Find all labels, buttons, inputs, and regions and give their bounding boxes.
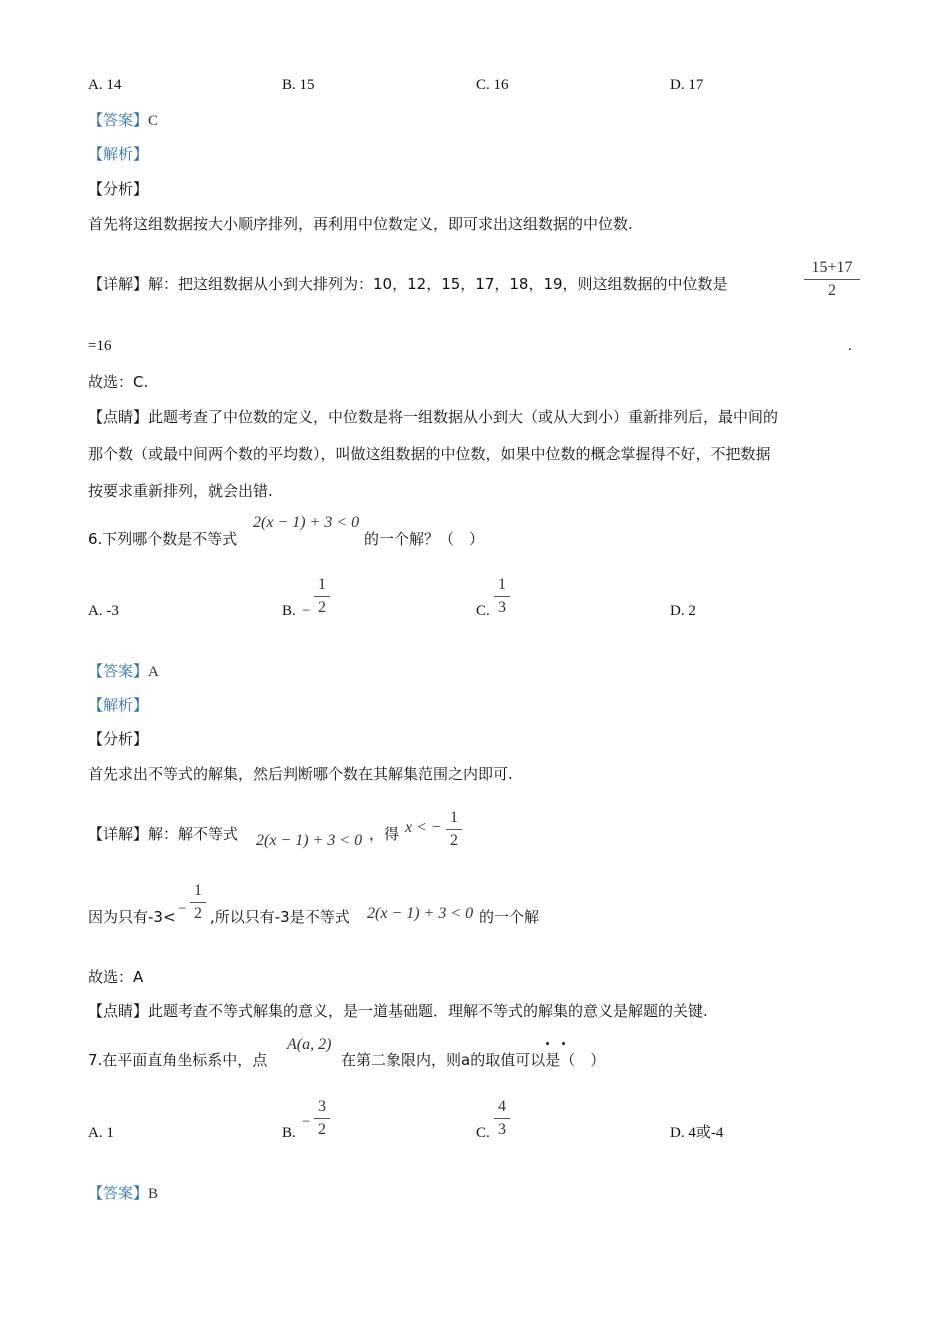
q5-comment-text1: 此题考查了中位数的定义，中位数是将一组数据从小到大（或从大到小）重新排列后，最中间的 (148, 408, 779, 426)
fraction-denominator: 2 (828, 282, 836, 299)
fraction-denominator: 2 (318, 1121, 326, 1138)
q5-comment-line2: 那个数（或最中间两个数的平均数），叫做这组数据的中位数，如果中位数的概念掌握得不好，不把数据 (88, 445, 771, 463)
q5-median-fraction (804, 259, 860, 300)
q5-eq-result: =16 (88, 338, 112, 354)
q5-answer: C (148, 113, 159, 129)
fraction-bar (446, 829, 462, 830)
fraction-denominator: 2 (318, 599, 326, 616)
fraction-numerator: 1 (318, 576, 326, 593)
fraction-numerator: 4 (498, 1098, 506, 1115)
fenxi-tag: 【分析】 (88, 730, 149, 748)
fraction-bar (804, 279, 860, 280)
q5-option-a: A. 14 (88, 77, 122, 93)
fraction-denominator: 3 (498, 599, 506, 616)
q7-answer-line (88, 1182, 158, 1205)
minus-sign: − (178, 901, 187, 917)
q6-option-d: D. 2 (670, 603, 696, 619)
fraction-denominator: 2 (450, 832, 458, 849)
q7-stem-point: A(a, 2) (287, 1036, 332, 1053)
q6-detail-formula: 2(x − 1) + 3 < 0 (256, 832, 363, 849)
q6-because-post: 的一个解 (479, 908, 540, 926)
q7-option-c-label: C. (476, 1125, 490, 1141)
fraction-bar (314, 1118, 330, 1119)
analysis-tag: 【解析】 (88, 696, 149, 714)
q5-fenxi-text: 首先将这组数据按大小顺序排列，再利用中位数定义，即可求出这组数据的中位数. (88, 215, 633, 233)
q5-choose: 故选：C. (88, 373, 149, 391)
answer-tag: 【答案】 (88, 111, 149, 129)
q6-because-mid: ,所以只有-3是不等式 (210, 908, 350, 926)
fraction-numerator: 1 (498, 576, 506, 593)
detail-tag: 【详解】 (88, 275, 149, 293)
fraction-numerator: 3 (318, 1098, 326, 1115)
q7-option-b-fraction (314, 1098, 330, 1139)
fraction-numerator: 15+17 (811, 259, 853, 276)
q6-because-formula: 2(x − 1) + 3 < 0 (367, 905, 474, 922)
q7-option-b-label: B. (282, 1125, 296, 1141)
fraction-bar (494, 1118, 510, 1119)
minus-sign: − (302, 1114, 311, 1130)
fraction-bar (190, 902, 206, 903)
q5-eq-period: . (848, 338, 852, 354)
q7-stem-post: 在第二象限内，则a的取值可以是（ ） (341, 1051, 606, 1069)
q6-stem-post: 的一个解？（ ） (364, 530, 485, 548)
answer-tag: 【答案】 (88, 662, 149, 680)
fraction-bar (314, 596, 330, 597)
q7-stem-pre: 7.在平面直角坐标系中，点 (88, 1051, 268, 1069)
fraction-denominator: 3 (498, 1121, 506, 1138)
q6-option-c-fraction (494, 576, 510, 617)
q6-fenxi-text: 首先求出不等式的解集，然后判断哪个数在其解集范围之内即可. (88, 765, 513, 783)
q6-because-pre: 因为只有-3< (88, 908, 176, 926)
emphasis-dot (562, 1042, 565, 1045)
q7-option-c-fraction (494, 1098, 510, 1139)
q6-detail-fraction (446, 809, 462, 850)
q5-option-d: D. 17 (670, 77, 704, 93)
q6-detail-result: x < − (405, 819, 442, 836)
q5-option-c: C. 16 (476, 77, 509, 93)
q5-comment-line3: 按要求重新排列，就会出错. (88, 482, 273, 500)
q6-because-fraction (190, 882, 206, 923)
q5-answer-line (88, 109, 158, 132)
fraction-numerator: 1 (450, 809, 458, 826)
fraction-bar (494, 596, 510, 597)
comment-tag: 【点睛】 (88, 1002, 149, 1020)
comment-tag: 【点睛】 (88, 408, 149, 426)
q5-comment-line1 (88, 406, 778, 428)
q6-detail-pre (88, 823, 238, 845)
q5-detail-line (88, 273, 728, 295)
q6-choose: 故选：A (88, 968, 144, 986)
q6-option-c-label: C. (476, 603, 490, 619)
q6-detail-mid: ，得 (369, 825, 400, 843)
q6-option-a: A. -3 (88, 603, 119, 619)
q6-answer-line (88, 660, 159, 683)
minus-sign: − (302, 603, 311, 619)
q6-stem-pre: 6.下列哪个数是不等式 (88, 530, 238, 548)
analysis-tag: 【解析】 (88, 145, 149, 163)
q6-comment-text: 此题考查不等式解集的意义，是一道基础题．理解不等式的解集的意义是解题的关键. (148, 1002, 708, 1020)
q6-option-b-label: B. (282, 603, 296, 619)
answer-tag: 【答案】 (88, 1184, 149, 1202)
q5-option-b: B. 15 (282, 77, 315, 93)
q7-option-d: D. 4或-4 (670, 1125, 724, 1141)
fraction-numerator: 1 (194, 882, 202, 899)
fraction-denominator: 2 (194, 905, 202, 922)
q6-option-b-fraction (314, 576, 330, 617)
q6-comment-line (88, 1000, 708, 1022)
detail-tag: 【详解】 (88, 825, 149, 843)
q5-detail-text: 解：把这组数据从小到大排列为：10，12，15，17，18，19，则这组数据的中位数是 (148, 275, 728, 293)
q7-option-a: A. 1 (88, 1125, 114, 1141)
emphasis-dot (546, 1042, 549, 1045)
q6-stem-formula: 2(x − 1) + 3 < 0 (253, 514, 360, 531)
q7-answer: B (148, 1186, 159, 1202)
fenxi-tag: 【分析】 (88, 180, 149, 198)
q6-detail-text: 解：解不等式 (148, 825, 239, 843)
q6-answer: A (148, 664, 159, 680)
